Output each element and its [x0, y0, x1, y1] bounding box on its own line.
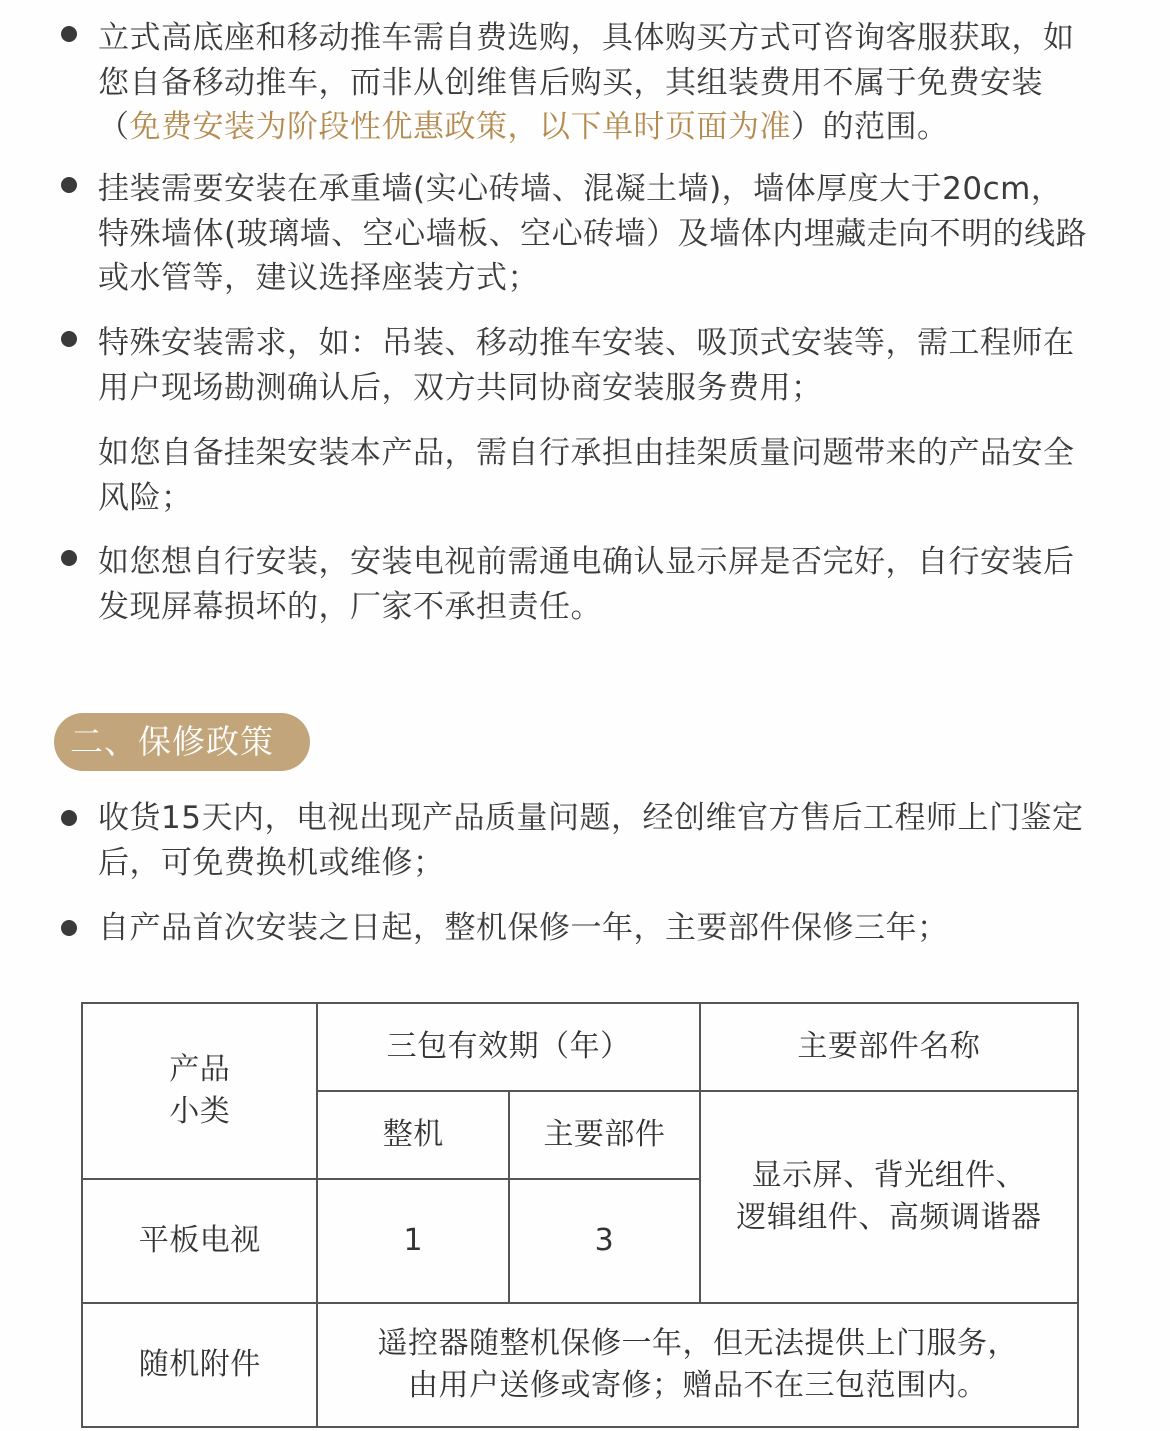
parts-list-line2: 逻辑组件、高频调谐器 [736, 1200, 1042, 1235]
bullet-dot [61, 810, 77, 826]
row-accessories-name: 随机附件 [82, 1303, 317, 1427]
install-note-4: 如您自备挂架安装本产品，需自行承担由挂架质量问题带来的产品安全风险； [98, 435, 1075, 516]
section-title-warranty: 二、保修政策 [54, 713, 310, 771]
row-accessories-note [317, 1303, 1078, 1427]
subheader-whole-unit: 整机 [317, 1091, 509, 1179]
bullet-dot [61, 331, 77, 347]
bullet-dot [61, 177, 77, 193]
install-note-5: 如您想自行安装，安装电视前需通电确认显示屏是否完好，自行安装后发现屏幕损坏的，厂家不承担责任。 [98, 544, 1075, 625]
install-note-1-text-end: ）的范围。 [791, 109, 949, 145]
bullet-dot [61, 920, 77, 936]
header-warranty-period: 三包有效期（年） [317, 1003, 699, 1091]
row-tv-name: 平板电视 [82, 1179, 317, 1303]
install-note-1-text: 立式高底座和移动推车需自费选购，具体购买方式可咨询客服获取，如您自备移动推车，而非从创维售后购买，其组装费用不属于免费安装（ [98, 20, 1075, 145]
parts-list-line1: 显示屏、背光组件、 [751, 1158, 1027, 1193]
header-product-line1: 产品 [169, 1052, 231, 1087]
install-note-2: 挂装需要安装在承重墙(实心砖墙、混凝土墙)，墙体厚度大于20cm，特殊墙体(玻璃墙、空心墙板、空心砖墙）及墙体内埋藏走向不明的线路或水管等，建议选择座装方式； [98, 171, 1088, 296]
row-tv-whole-years: 1 [317, 1179, 509, 1303]
bullet-dot [61, 26, 77, 42]
warranty-table [81, 1002, 1079, 1428]
table-row [82, 1303, 1078, 1427]
accessories-note-line1: 遥控器随整机保修一年，但无法提供上门服务， [377, 1326, 1018, 1361]
accessories-note-line2: 由用户送修或寄修；赠品不在三包范围内。 [407, 1368, 988, 1403]
warranty-note-2: 自产品首次安装之日起，整机保修一年，主要部件保修三年； [98, 910, 949, 946]
promo-highlight: 免费安装为阶段性优惠政策，以下单时页面为准 [129, 109, 791, 145]
warranty-note-1: 收货15天内，电视出现产品质量问题，经创维官方售后工程师上门鉴定后，可免费换机或维修； [98, 800, 1084, 881]
header-product-category [82, 1003, 317, 1179]
parts-list-cell [700, 1091, 1078, 1303]
header-product-line2: 小类 [169, 1094, 231, 1129]
install-note-1 [98, 16, 1088, 150]
install-note-3: 特殊安装需求，如：吊装、移动推车安装、吸顶式安装等，需工程师在用户现场勘测确认后，双方共同协商安装服务费用； [98, 325, 1075, 406]
bullet-dot [61, 550, 77, 566]
row-tv-parts-years: 3 [509, 1179, 700, 1303]
header-main-parts: 主要部件名称 [700, 1003, 1078, 1091]
subheader-main-parts: 主要部件 [509, 1091, 700, 1179]
